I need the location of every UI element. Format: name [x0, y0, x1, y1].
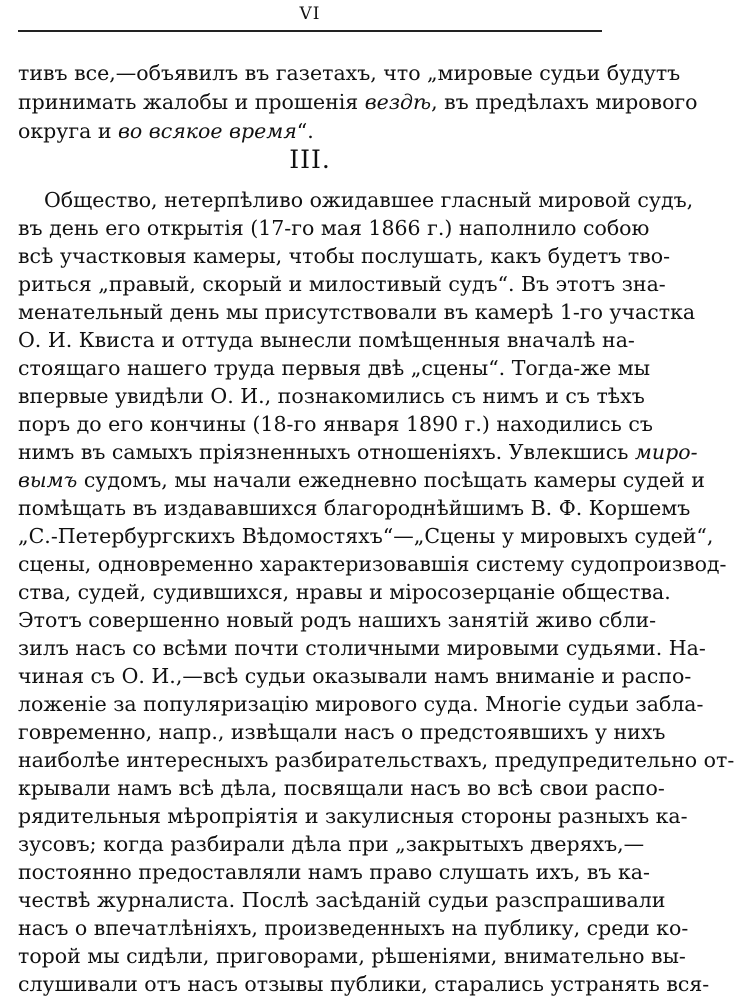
text-line: [18, 87, 698, 117]
text-line: зусовъ; когда разбирали дѣла при „закрытыхъ дверяхъ,—: [18, 832, 645, 856]
text-line: менательный день мы присутствовали въ камерѣ 1-го участка: [18, 300, 696, 324]
text-line: рядительныя мѣропріятія и закулисныя стороны разныхъ ка-: [18, 804, 688, 828]
text-line: впервые увидѣли О. И., познакомились съ нимъ и съ тѣхъ: [18, 384, 645, 408]
text-line: [18, 465, 705, 495]
text-line: чествѣ журналиста. Послѣ засѣданій судьи разспрашивали: [18, 888, 666, 912]
text-line: [18, 437, 698, 467]
text-line: тивъ все,—объявилъ въ газетахъ, что „мировые судьи будутъ: [18, 61, 681, 85]
header-rule: [18, 30, 602, 32]
italic-emphasis: вездѣ: [364, 90, 432, 114]
text-line: слушивали отъ насъ отзывы публики, старались устранять вся-: [18, 972, 710, 996]
page-number: VI: [299, 4, 321, 24]
text-line: помѣщать въ издававшихся благороднѣйшимъ В. Ф. Коршемъ: [18, 496, 691, 520]
text-line: насъ о впечатлѣніяхъ, произведенныхъ на публику, среди ко-: [18, 916, 689, 940]
text-line: поръ до его кончины (18-го января 1890 г.) находились съ: [18, 412, 653, 436]
text-line: стоящаго нашего труда первыя двѣ „сцены“. Тогда-же мы: [18, 356, 651, 380]
text-line: „С.-Петербургскихъ Вѣдомостяхъ“—„Сцены у мировыхъ судей“,: [18, 524, 714, 548]
text-line: торой мы сидѣли, приговорами, рѣшеніями, внимательно вы-: [18, 944, 686, 968]
text-run: “.: [296, 119, 314, 143]
text-line: въ день его открытія (17-го мая 1866 г.) наполнило собою: [18, 216, 650, 240]
italic-emphasis: во всякое время: [118, 119, 297, 143]
text-run: нимъ въ самыхъ пріязненныхъ отношеніяхъ. Увлекшись: [18, 440, 635, 464]
italic-emphasis: вымъ: [18, 468, 78, 492]
text-line: постоянно предоставляли намъ право слушать ихъ, въ ка-: [18, 860, 650, 884]
text-line: ложеніе за популяризацію мирового суда. Многіе судьи забла-: [18, 692, 704, 716]
text-line: [18, 116, 602, 146]
text-line: Этотъ совершенно новый родъ нашихъ занятій живо сбли-: [18, 608, 657, 632]
text-line: риться „правый, скорый и милостивый судъ“. Въ этотъ зна-: [18, 272, 666, 296]
text-line: чиная съ О. И.,—всѣ судьи оказывали намъ вниманіе и распо-: [18, 664, 692, 688]
italic-emphasis: миро-: [634, 440, 698, 464]
text-line: зилъ насъ со всѣми почти столичными мировыми судьями. На-: [18, 636, 706, 660]
text-line: говременно, напр., извѣщали насъ о предстоявшихъ у нихъ: [18, 720, 666, 744]
text-line: наиболѣе интересныхъ разбирательствахъ, предупредительно от-: [18, 748, 734, 772]
text-run: округа и: [18, 119, 118, 143]
text-line: ства, судей, судившихся, нравы и міросозерцаніе общества.: [18, 580, 671, 604]
section-heading: III.: [289, 145, 331, 174]
text-run: судомъ, мы начали ежедневно посѣщать камеры судей и: [77, 468, 705, 492]
text-run: принимать жалобы и прошенія: [18, 90, 365, 114]
text-line: крывали намъ всѣ дѣла, посвящали насъ во всѣ свои распо-: [18, 776, 665, 800]
text-line: О. И. Квиста и оттуда вынесли помѣщенныя вначалѣ на-: [18, 328, 635, 352]
text-line: Общество, нетерпѣливо ожидавшее гласный мировой судъ,: [44, 188, 694, 212]
text-line: сцены, одновременно характеризовавшія систему судопроизвод-: [18, 552, 727, 576]
text-line: всѣ участковыя камеры, чтобы послушать, какъ будетъ тво-: [18, 244, 671, 268]
text-run: , въ предѣлахъ мирового: [431, 90, 698, 114]
